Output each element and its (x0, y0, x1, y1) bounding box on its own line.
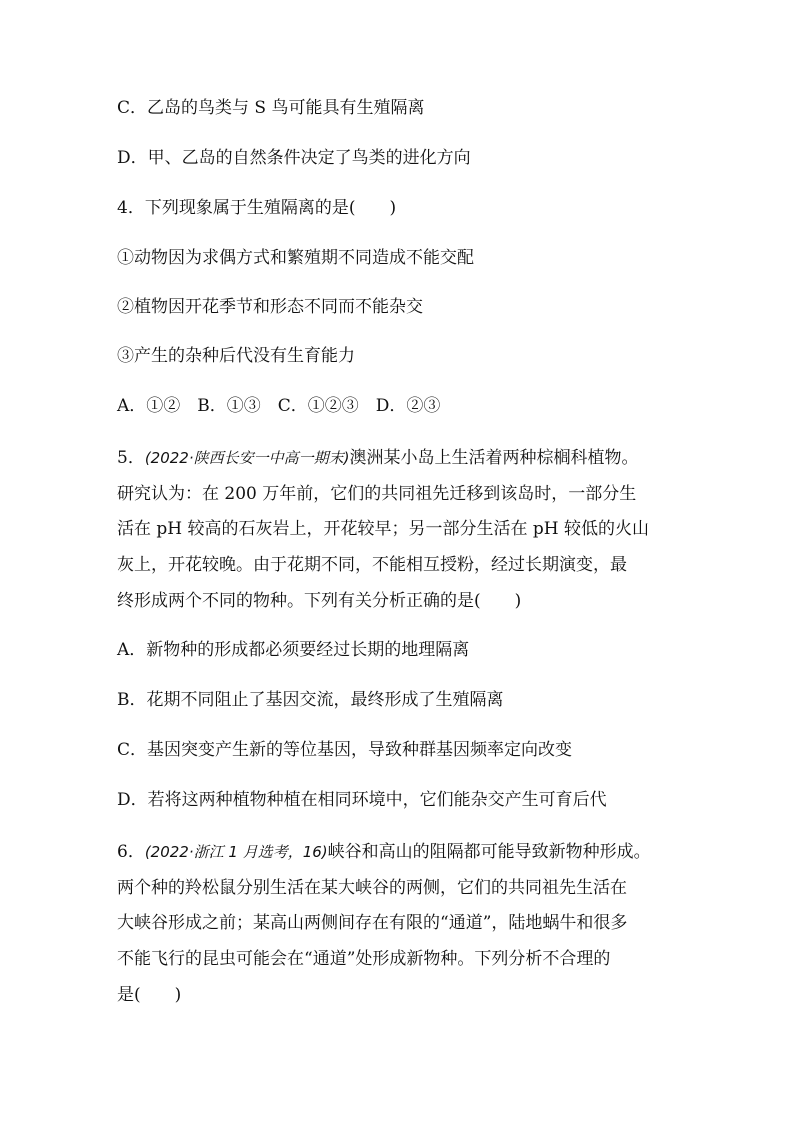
q5-source: (2022·陕西长安一中高一期末) (144, 449, 350, 467)
q5-option-d: D．若将这两种植物种植在相同环境中，它们能杂交产生可育后代 (117, 790, 607, 810)
q6-stem-line-1: 峡谷和高山的阻隔都可能导致新物种形成。 (327, 842, 651, 862)
q5-stem-line-5: 终形成两个不同的物种。下列有关分析正确的是( ) (117, 591, 522, 611)
q6-number: 6． (117, 842, 145, 862)
q6-stem-line-4: 不能飞行的昆虫可能会在“通道”处形成新物种。下列分析不合理的 (117, 949, 611, 969)
q6-stem-first (117, 840, 651, 864)
q5-stem-first (117, 446, 638, 470)
q4-item-3: ③产生的杂种后代没有生育能力 (117, 346, 355, 366)
q4-item-1: ①动物因为求偶方式和繁殖期不同造成不能交配 (117, 248, 474, 268)
q5-stem-line-3: 活在 pH 较高的石灰岩上，开花较早；另一部分生活在 pH 较低的火山 (117, 519, 650, 539)
q5-stem-line-1: 澳洲某小岛上生活着两种棕榈科植物。 (349, 448, 639, 468)
q6-stem-line-5: 是( ) (117, 985, 182, 1005)
q4-item-2: ②植物因开花季节和形态不同而不能杂交 (117, 297, 423, 317)
q4-options: A．①② B．①③ C．①②③ D．②③ (117, 396, 441, 416)
q5-stem-line-4: 灰上，开花较晚。由于花期不同，不能相互授粉，经过长期演变，最 (117, 555, 627, 575)
q6-stem-line-2: 两个种的羚松鼠分别生活在某大峡谷的两侧，它们的共同祖先生活在 (117, 878, 627, 898)
q3-option-d: D．甲、乙岛的自然条件决定了鸟类的进化方向 (117, 148, 471, 168)
q3-option-c: C．乙岛的鸟类与 S 鸟可能具有生殖隔离 (117, 98, 425, 118)
q6-stem-line-3: 大峡谷形成之前；某高山两侧间存在有限的“通道”，陆地蜗牛和很多 (117, 913, 628, 933)
q5-number: 5． (117, 448, 145, 468)
q6-source: (2022·浙江 1 月选考，16) (144, 843, 328, 861)
q5-stem-line-2: 研究认为：在 200 万年前，它们的共同祖先迁移到该岛时，一部分生 (117, 484, 637, 504)
q5-option-a: A．新物种的形成都必须要经过长期的地理隔离 (117, 640, 470, 660)
q5-option-b: B．花期不同阻止了基因交流，最终形成了生殖隔离 (117, 690, 504, 710)
q5-option-c: C．基因突变产生新的等位基因，导致种群基因频率定向改变 (117, 740, 573, 760)
q4-stem: 4．下列现象属于生殖隔离的是( ) (117, 198, 397, 218)
